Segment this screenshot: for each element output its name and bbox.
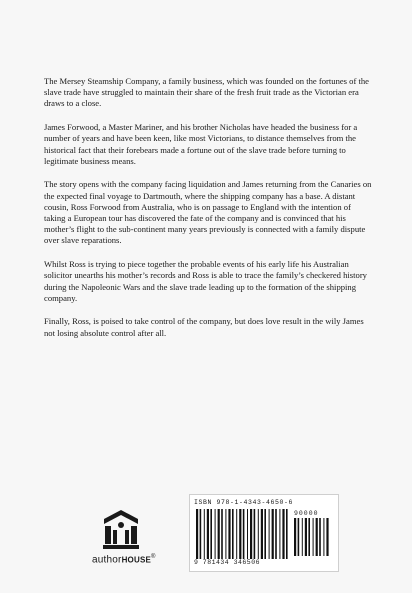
publisher-name: authorHOUSE® xyxy=(92,554,156,566)
blurb-paragraph-5: Finally, Ross, is poised to take control of the company, but does love result in the wily James not losing absolute control after all. xyxy=(44,316,364,338)
blurb-paragraph-3: The story opens with the company facing liquidation and James returning from the Canaries on the expected final voyage to Dartmouth, where the shipping company has a base. A distant cousin, Ross Forwood from Australia, who is on passage to England with the intention of taking a European tour has discovered the fate of the company and is convinced that his mother’s flight to the sub-continent many years previously is connected with a family dispute over slave reparations. xyxy=(44,179,372,246)
blurb-text xyxy=(44,76,374,351)
ean-digits: 9 781434 346506 xyxy=(194,559,261,566)
ean-barcode-bars xyxy=(196,509,290,559)
isbn-barcode xyxy=(189,494,339,572)
blurb-paragraph-4: Whilst Ross is trying to piece together the probable events of his early life his Australian solicitor unearths his mother’s records and Ross is able to trace the family’s checkered history during the Napoleonic Wars and the slave trade leading up to the formation of the shipping company. xyxy=(44,259,367,303)
isbn-label: ISBN 978-1-4343-4650-6 xyxy=(194,499,294,506)
blurb-paragraph-2: James Forwood, a Master Mariner, and his brother Nicholas have headed the business for a number of years and have been keen, like most Victorians, to distance themselves from the historical fact that their forebears made a fortune out of the slave trade before turning to legitimate business means. xyxy=(44,122,358,166)
blurb-paragraph-1: The Mersey Steamship Company, a family business, which was founded on the fortunes of the slave trade have struggled to maintain their share of the fresh fruit trade as the Victorian era draws to a close. xyxy=(44,76,369,109)
addon-barcode-bars xyxy=(294,518,332,556)
publisher-logo xyxy=(92,510,168,570)
authorhouse-logo-icon xyxy=(100,510,142,550)
barcode-addon-number: 90000 xyxy=(294,510,319,517)
